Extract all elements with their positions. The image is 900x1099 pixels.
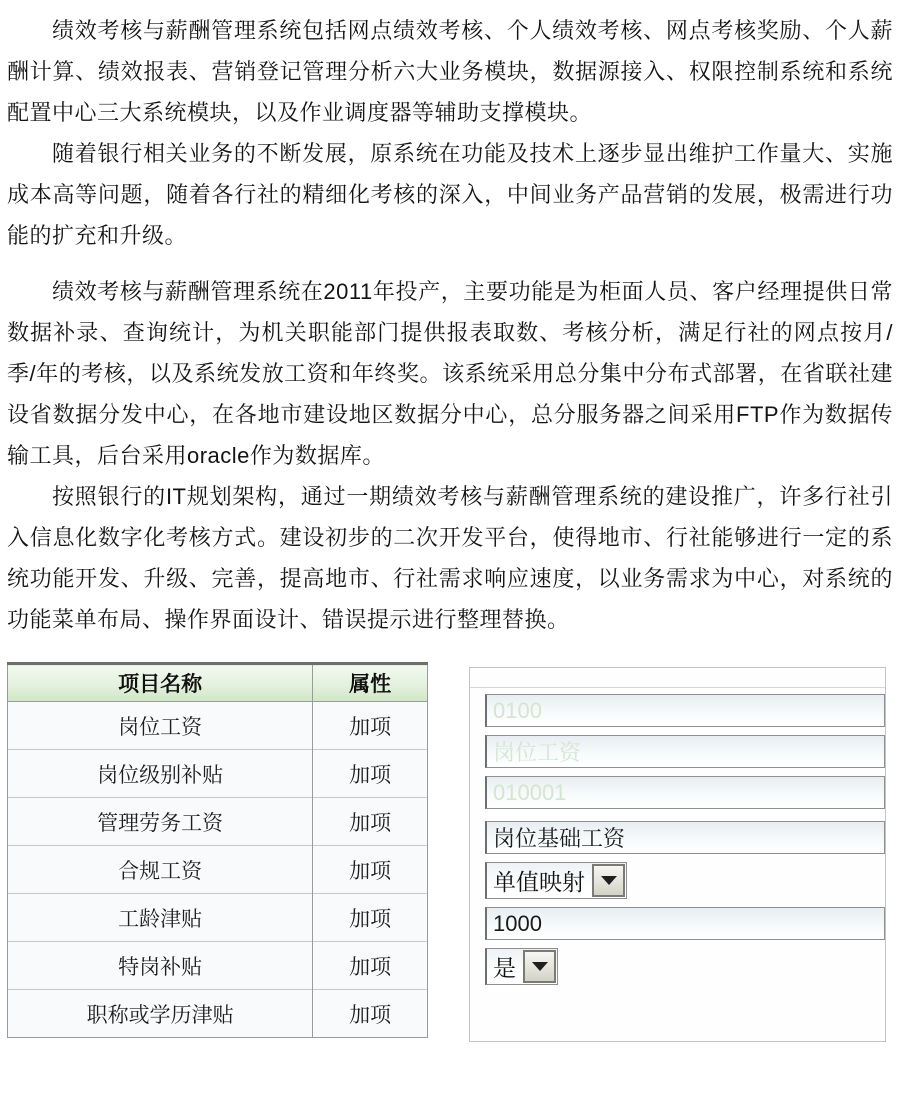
mapping-type-select[interactable] bbox=[485, 862, 627, 899]
item-name-cell: 合规工资 bbox=[8, 846, 313, 894]
dropdown-arrow-icon bbox=[601, 876, 617, 885]
paragraph: 绩效考核与薪酬管理系统包括网点绩效考核、个人绩效考核、网点考核奖励、个人薪酬计算、绩效报表、营销登记管理分析六大业务模块，数据源接入、权限控制系统和系统配置中心三大系统模块，以及作业调度器等辅助支撑模块。 bbox=[7, 18, 893, 125]
attribute-cell: 加项 bbox=[313, 750, 428, 798]
panel-body bbox=[470, 688, 885, 993]
paragraph: 随着银行相关业务的不断发展，原系统在功能及技术上逐步显出维护工作量大、实施成本高等问题，随着各行社的精细化考核的深入，中间业务产品营销的发展，极需进行功能的扩充和升级。 bbox=[7, 141, 893, 248]
salary-items-table bbox=[7, 662, 428, 1038]
attribute-cell: 加项 bbox=[313, 990, 428, 1038]
attribute-cell: 加项 bbox=[313, 942, 428, 990]
column-header-item-name: 项目名称 bbox=[8, 664, 313, 702]
flag-value: 是 bbox=[493, 955, 516, 981]
amount-field[interactable] bbox=[485, 907, 885, 940]
item-code-field bbox=[485, 694, 885, 727]
sub-item-code-field bbox=[485, 776, 885, 809]
attribute-cell: 加项 bbox=[313, 702, 428, 750]
column-header-attribute: 属性 bbox=[313, 664, 428, 702]
table-row bbox=[8, 894, 428, 942]
item-name-cell: 工龄津贴 bbox=[8, 894, 313, 942]
item-name-field bbox=[485, 735, 885, 768]
table-row bbox=[8, 798, 428, 846]
panel-header bbox=[470, 668, 885, 688]
attribute-cell: 加项 bbox=[313, 894, 428, 942]
mapping-type-dropdown-button[interactable] bbox=[592, 864, 625, 897]
bottom-section bbox=[0, 662, 900, 1042]
item-name-cell: 岗位级别补贴 bbox=[8, 750, 313, 798]
attribute-cell: 加项 bbox=[313, 846, 428, 894]
sub-item-name-field[interactable] bbox=[485, 821, 885, 854]
flag-dropdown-button[interactable] bbox=[523, 950, 556, 983]
table-row bbox=[8, 846, 428, 894]
paragraph: 绩效考核与薪酬管理系统在2011年投产，主要功能是为柜面人员、客户经理提供日常数据补录、查询统计，为机关职能部门提供报表取数、考核分析，满足行社的网点按月/季/年的考核，以及系统发放工资和年终奖。该系统采用总分集中分布式部署，在省联社建设省数据分发中心，在各地市建设地区数据分中心，总分服务器之间采用FTP作为数据传输工具，后台采用oracle作为数据库。 bbox=[7, 279, 893, 468]
dropdown-arrow-icon bbox=[532, 962, 548, 971]
item-name-cell: 岗位工资 bbox=[8, 702, 313, 750]
item-name-cell: 特岗补贴 bbox=[8, 942, 313, 990]
table-row bbox=[8, 702, 428, 750]
item-detail-panel bbox=[469, 667, 886, 1042]
table-row bbox=[8, 942, 428, 990]
attribute-cell: 加项 bbox=[313, 798, 428, 846]
paragraph: 按照银行的IT规划架构，通过一期绩效考核与薪酬管理系统的建设推广，许多行社引入信息化数字化考核方式。建设初步的二次开发平台，使得地市、行社能够进行一定的系统功能开发、升级、完善，提高地市、行社需求响应速度，以业务需求为中心，对系统的功能菜单布局、操作界面设计、错误提示进行整理替换。 bbox=[7, 484, 893, 632]
table-header-row bbox=[8, 664, 428, 702]
item-name-cell: 职称或学历津贴 bbox=[8, 990, 313, 1038]
table-row bbox=[8, 990, 428, 1038]
table-row bbox=[8, 750, 428, 798]
mapping-type-value: 单值映射 bbox=[493, 869, 585, 895]
flag-select[interactable] bbox=[485, 948, 558, 985]
item-name-cell: 管理劳务工资 bbox=[8, 798, 313, 846]
